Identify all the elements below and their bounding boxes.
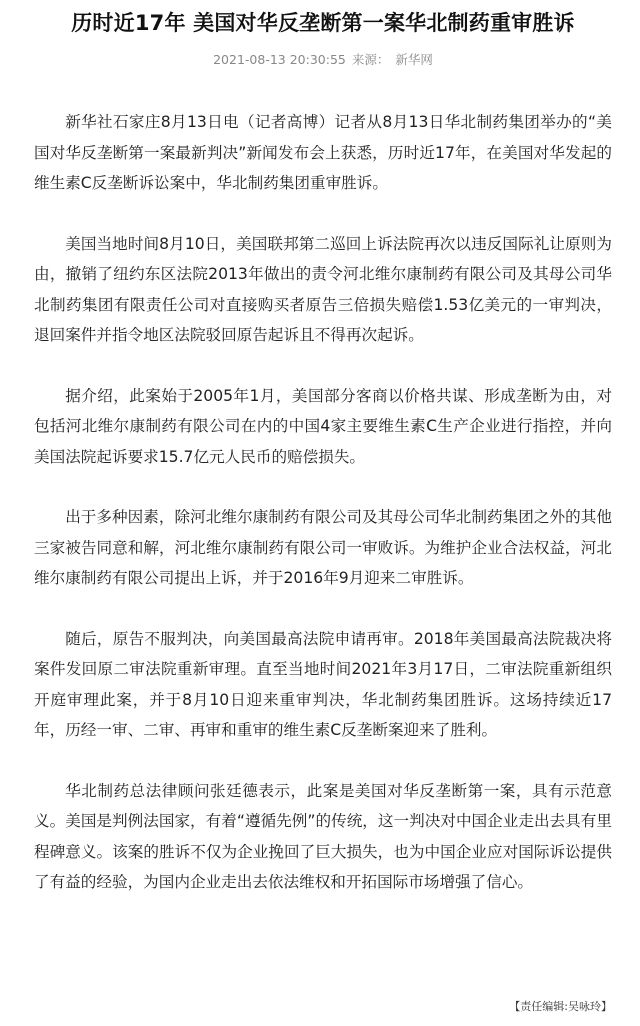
article-paragraph: 华北制药总法律顾问张廷德表示，此案是美国对华反垄断第一案，具有示范意义。美国是判例法国家，有着“遵循先例”的传统，这一判决对中国企业走出去具有里程碑意义。该案的胜诉不仅为企业挽回了巨大损失，也为中国企业应对国际诉讼提供了有益的经验，为国内企业走出去依法维权和开拓国际市场增强了信心。 <box>34 781 612 891</box>
article-paragraph: 随后，原告不服判决，向美国最高法院申请再审。2018年美国最高法院裁决将案件发回原二审法院重新审理。直至当地时间2021年3月17日，二审法院重新组织开庭审理此案，并于8月10日迎来重审判决，华北制药集团胜诉。这场持续近17年，历经一审、二审、再审和重审的维生素C反垄断案迎来了胜利。 <box>34 629 612 739</box>
publish-datetime: 2021-08-13 20:30:55 <box>213 52 346 67</box>
source-label: 来源： <box>351 52 390 67</box>
article-meta <box>34 48 612 72</box>
source-name: 新华网 <box>395 52 433 67</box>
article-paragraph: 出于多种因素，除河北维尔康制药有限公司及其母公司华北制药集团之外的其他三家被告同意和解，河北维尔康制药有限公司一审败诉。为维护企业合法权益，河北维尔康制药有限公司提出上诉，并于2016年9月迎来二审胜诉。 <box>34 508 612 587</box>
article-paragraph: 新华社石家庄8月13日电（记者高博）记者从8月13日华北制药集团举办的“美国对华反垄断第一案最新判决”新闻发布会上获悉，历时近17年，在美国对华发起的维生素C反垄断诉讼案中，华北制药集团重审胜诉。 <box>34 113 612 192</box>
article-title: 历时近17年 美国对华反垄断第一案华北制药重审胜诉 <box>71 11 575 35</box>
article-paragraph: 美国当地时间8月10日，美国联邦第二巡回上诉法院再次以违反国际礼让原则为由，撤销了纽约东区法院2013年做出的责令河北维尔康制药有限公司及其母公司华北制药集团有限责任公司对直接购买者原告三倍损失赔偿1.53亿美元的一审判决，退回案件并指令地区法院驳回原告起诉且不得再次起诉。 <box>34 234 612 344</box>
responsible-editor: 【责任编辑:吴咏玲】 <box>509 1000 612 1013</box>
article-body <box>34 107 612 898</box>
article-paragraph: 据介绍，此案始于2005年1月，美国部分客商以价格共谋、形成垄断为由，对包括河北维尔康制药有限公司在内的中国4家主要维生素C生产企业进行指控，并向美国法院起诉要求15.7亿元人民币的赔偿损失。 <box>34 386 612 466</box>
